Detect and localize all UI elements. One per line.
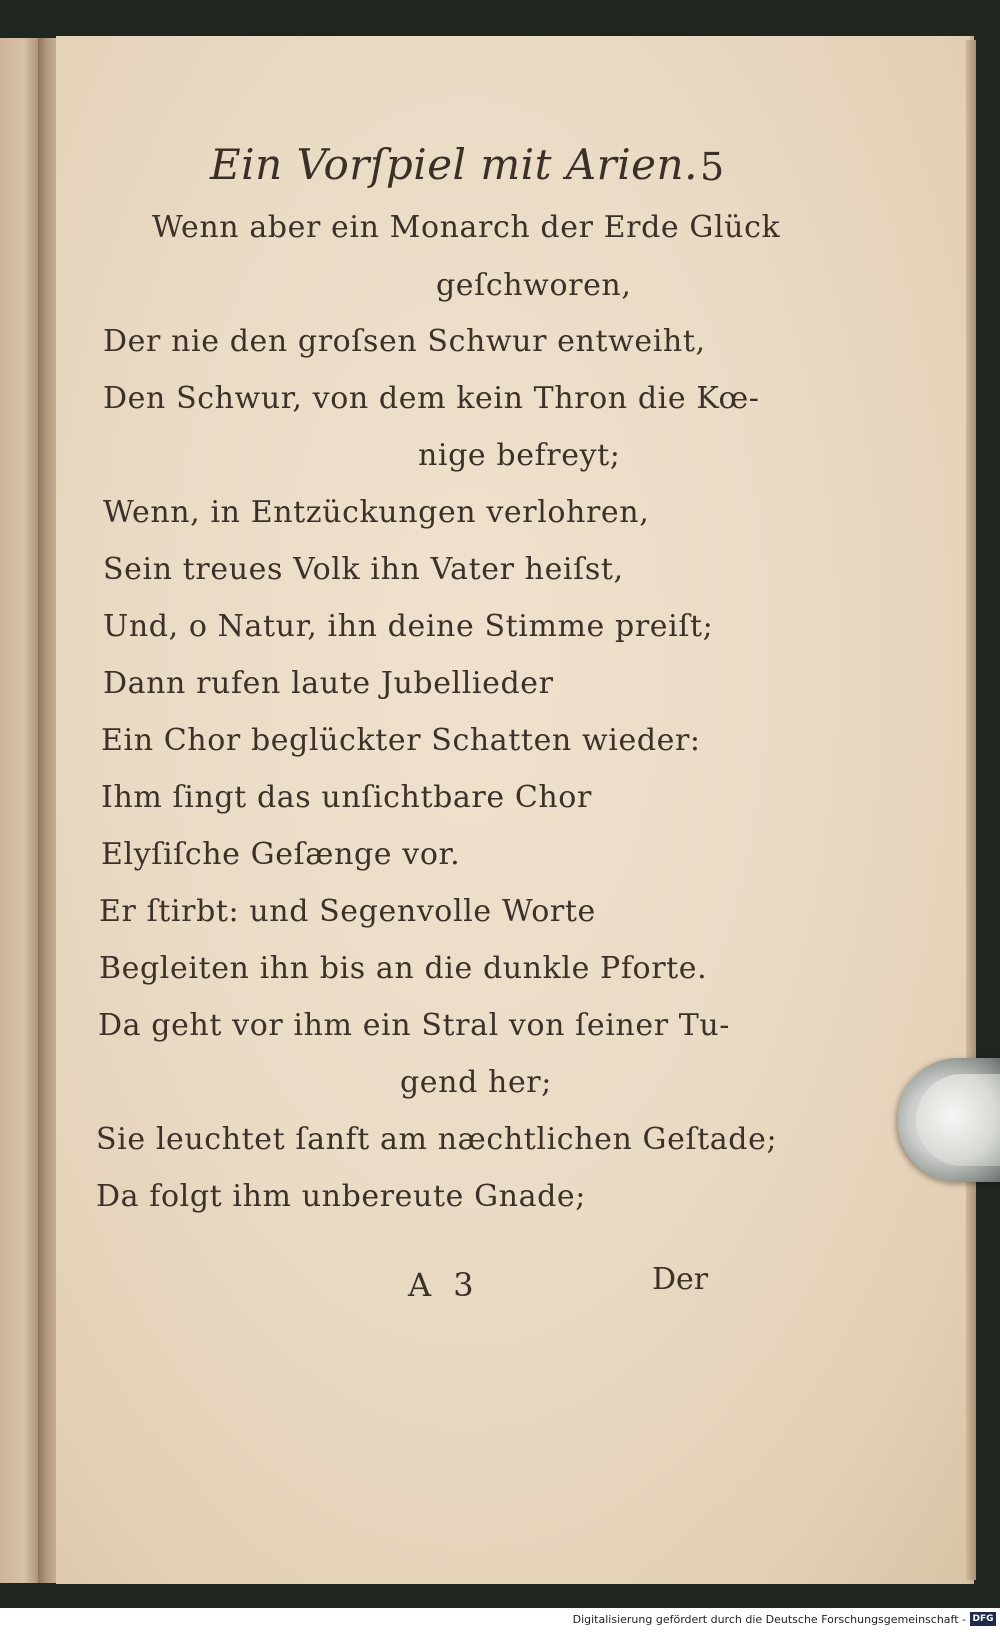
text-line: Ihm ſingt das unſichtbare Chor	[101, 780, 592, 815]
text-line: Wenn, in Entzückungen verlohren,	[103, 495, 650, 530]
text-line: Sein treues Volk ihn Vater heiſst,	[103, 552, 624, 587]
text-line: Dann rufen laute Jubellieder	[103, 666, 554, 701]
running-head-title: Ein Vorſpiel mit Arien.	[210, 140, 698, 189]
page-number: 5	[700, 145, 725, 189]
page-edge	[966, 40, 976, 1580]
book-gutter	[38, 38, 58, 1583]
text-line: Ein Chor beglückter Schatten wieder:	[101, 723, 701, 758]
signature-mark: A 3	[408, 1266, 480, 1304]
text-line: Wenn aber ein Monarch der Erde Glück	[152, 210, 781, 245]
text-line: Elyſiſche Geſænge vor.	[101, 837, 461, 872]
text-line: Da geht vor ihm ein Stral von ſeiner Tu-	[98, 1008, 731, 1043]
digitization-note: Digitalisierung gefördert durch die Deutsche Forschungsgemeinschaft -	[572, 1613, 966, 1626]
text-line: Er ſtirbt: und Segenvolle Worte	[99, 894, 596, 929]
text-line: Begleiten ihn bis an die dunkle Pforte.	[99, 951, 708, 986]
page-clip-highlight	[916, 1074, 1000, 1166]
text-line: Da folgt ihm unbereute Gnade;	[96, 1179, 586, 1214]
dfg-logo: DFG	[970, 1612, 996, 1626]
text-line: geſchworen,	[436, 268, 632, 303]
text-line: gend her;	[400, 1065, 552, 1100]
facing-page-edge	[0, 38, 40, 1583]
text-line: nige befreyt;	[418, 438, 621, 473]
text-line: Den Schwur, von dem kein Thron die Kœ-	[103, 381, 760, 416]
text-line: Sie leuchtet ſanft am næchtlichen Geſtade;	[96, 1122, 778, 1157]
catchword: Der	[652, 1262, 709, 1297]
text-line: Der nie den groſsen Schwur entweiht,	[103, 324, 706, 359]
text-line: Und, o Natur, ihn deine Stimme preiſt;	[103, 609, 714, 644]
